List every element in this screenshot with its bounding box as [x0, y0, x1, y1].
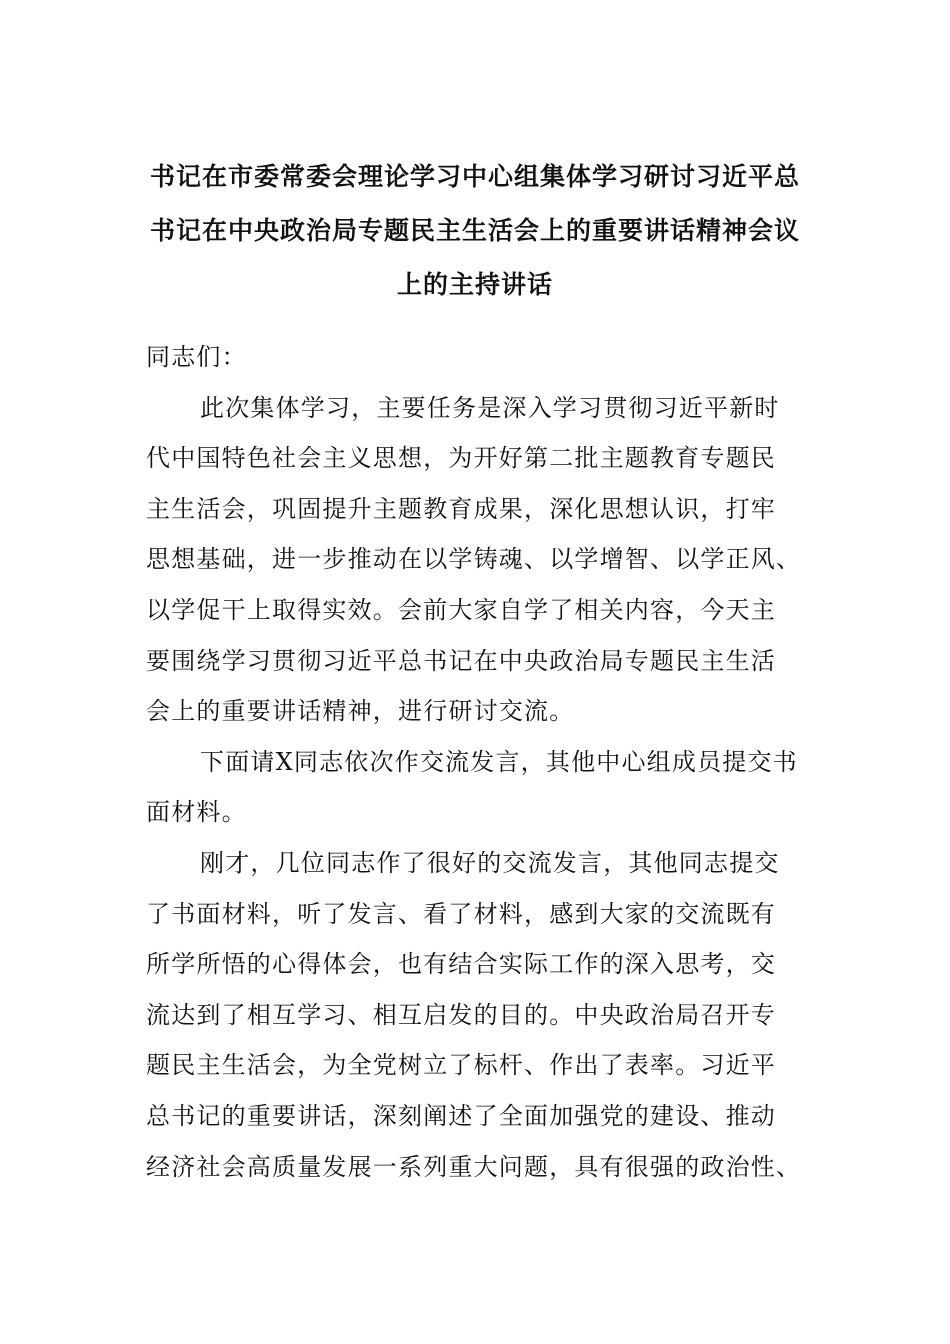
paragraph-line: 思想基础，进一步推动在以学铸魂、以学增智、以学正风、	[146, 545, 802, 574]
paragraph-line: 以学促干上取得实效。会前大家自学了相关内容，今天主	[146, 595, 776, 624]
paragraph-2	[146, 737, 816, 838]
document-body	[146, 332, 816, 1192]
document-title	[140, 150, 810, 312]
paragraph-line: 流达到了相互学习、相互启发的目的。中央政治局召开专	[146, 1000, 776, 1029]
paragraph-1	[146, 383, 816, 737]
title-line: 书记在中央政治局专题民主生活会上的重要讲话精神会议	[149, 216, 800, 245]
paragraph-line: 了书面材料，听了发言、看了材料，感到大家的交流既有	[146, 899, 776, 928]
title-line: 书记在市委常委会理论学习中心组集体学习研讨习近平总	[149, 162, 800, 191]
paragraph-line: 题民主生活会，为全党树立了标杆、作出了表率。习近平	[146, 1051, 776, 1080]
paragraph-line: 经济社会高质量发展一系列重大问题，具有很强的政治性、	[146, 1152, 802, 1181]
paragraph-line: 总书记的重要讲话，深刻阐述了全面加强党的建设、推动	[146, 1101, 776, 1130]
paragraph-line: 此次集体学习，主要任务是深入学习贯彻习近平新时	[200, 393, 780, 422]
salutation: 同志们：	[146, 343, 247, 371]
title-line: 上的主持讲话	[396, 270, 553, 299]
paragraph-3	[146, 838, 816, 1192]
paragraph-line: 下面请X同志依次作交流发言，其他中心组成员提交书	[200, 747, 798, 776]
paragraph-line: 面材料。	[146, 798, 247, 827]
paragraph-line: 刚才，几位同志作了很好的交流发言，其他同志提交	[200, 848, 780, 877]
paragraph-line: 要围绕学习贯彻习近平总书记在中央政治局专题民主生活	[146, 646, 776, 675]
paragraph-line: 主生活会，巩固提升主题教育成果，深化思想认识，打牢	[146, 494, 776, 523]
paragraph-line: 代中国特色社会主义思想，为开好第二批主题教育专题民	[146, 444, 776, 473]
paragraph-line: 会上的重要讲话精神，进行研讨交流。	[146, 697, 575, 726]
paragraph-line: 所学所悟的心得体会，也有结合实际工作的深入思考，交	[146, 950, 776, 979]
